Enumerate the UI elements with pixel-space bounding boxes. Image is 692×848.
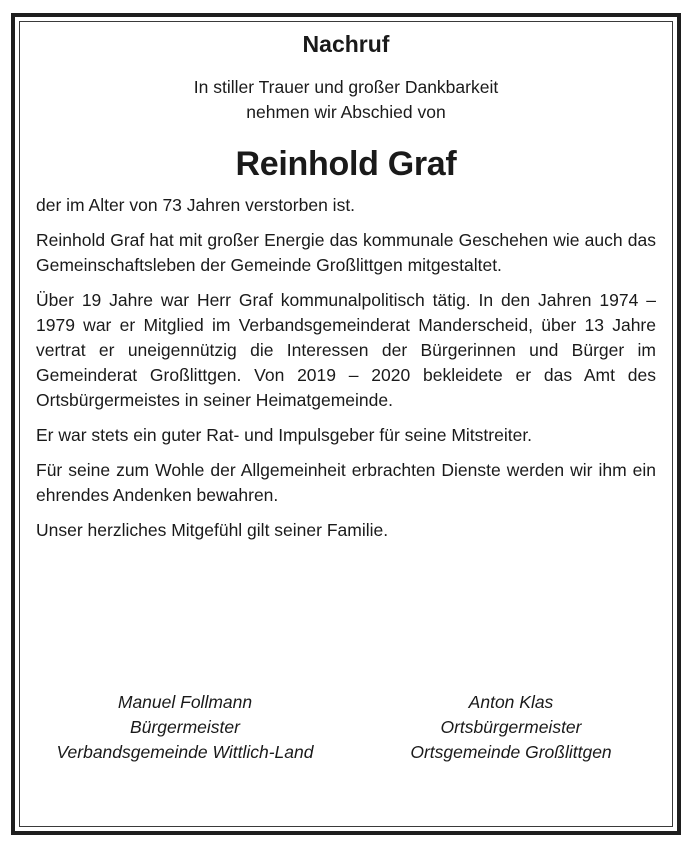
notice-heading: Nachruf [302, 31, 390, 57]
signatory-organization: Ortsgemeinde Großlittgen [410, 742, 612, 762]
obituary-notice [36, 30, 656, 762]
signatory-organization: Verbandsgemeinde Wittlich-Land [56, 742, 314, 762]
signatory-name: Manuel Follmann [117, 692, 253, 712]
signature-right [376, 690, 646, 765]
signatory-name: Anton Klas [468, 692, 554, 712]
body-paragraph: Er war stets ein guter Rat- und Impulsgeber für seine Mitstreiter. [36, 425, 533, 445]
signatory-title: Ortsbürgermeister [440, 717, 582, 737]
body-paragraph: Über 19 Jahre war Herr Graf kommunalpolitisch tätig. In den Jahren 1974 – 1979 war er Mitglied im Verbandsgemeinderat Manderscheid, über 13 Jahre vertrat er uneigennützig die Interessen der Bürgerinnen und Bürger im Gemeinderat Großlittgen. Von 2019 – 2020 bekleidete er das Amt des Ortsbürgermeistes in seiner Heimatgemeinde. [36, 290, 656, 410]
body-paragraph: Reinhold Graf hat mit großer Energie das kommunale Geschehen wie auch das Gemeinschaftsleben der Gemeinde Großlittgen mitgestaltet. [36, 230, 656, 275]
intro-line: In stiller Trauer und großer Dankbarkeit [193, 77, 499, 97]
intro-line: nehmen wir Abschied von [246, 102, 446, 122]
signature-block [36, 690, 656, 765]
body-paragraph: der im Alter von 73 Jahren verstorben ist. [36, 195, 356, 215]
intro-text [36, 75, 656, 125]
body-paragraph: Für seine zum Wohle der Allgemeinheit erbrachten Dienste werden wir ihm ein ehrendes Andenken bewahren. [36, 460, 656, 505]
deceased-name: Reinhold Graf [235, 145, 457, 183]
signature-left [20, 690, 350, 765]
notice-body [36, 193, 656, 543]
body-paragraph: Unser herzliches Mitgefühl gilt seiner Familie. [36, 520, 389, 540]
signatory-title: Bürgermeister [130, 717, 240, 737]
